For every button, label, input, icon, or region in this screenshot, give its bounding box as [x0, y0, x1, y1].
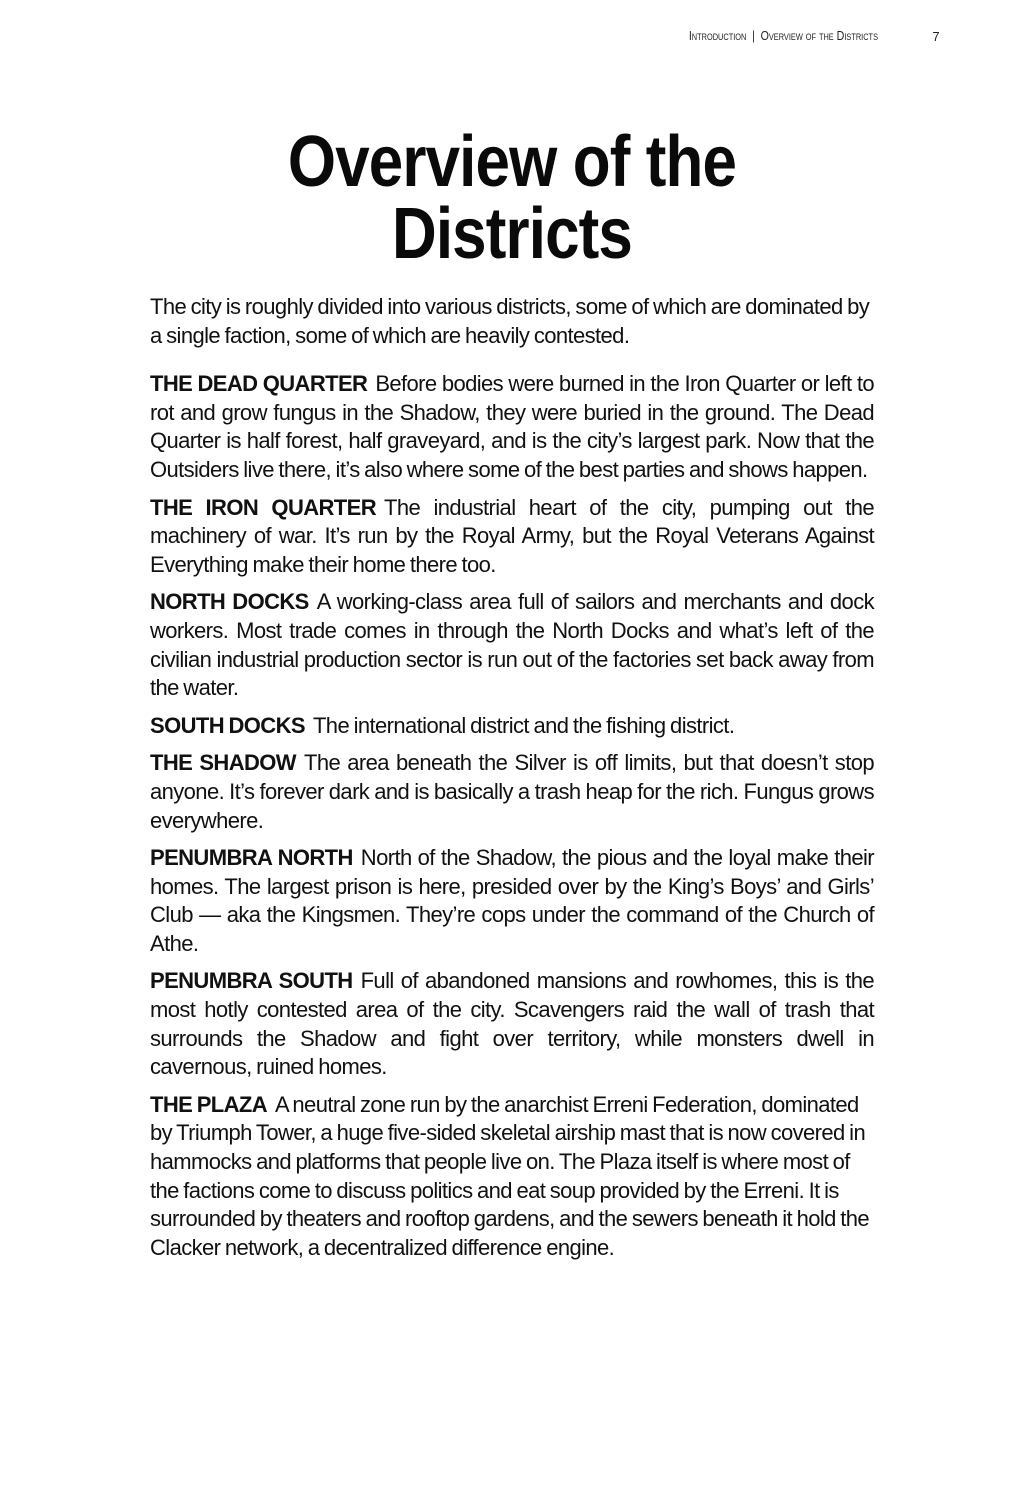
- district-entry-penumbra-north: [150, 844, 874, 958]
- intro-paragraph: The city is roughly divided into various districts, some of which are dominated by a single faction, some of which are heavily contested.: [150, 294, 870, 348]
- district-description: The international district and the fishing district.: [312, 712, 735, 738]
- page-title: Overview of the Districts: [287, 122, 737, 274]
- district-description: North of the Shadow, the pious and the loyal make their homes. The largest prison is here, presided over by the King’s Boys’ and Girls’ Club — aka the Kingsmen. They’re cops under the command of the Church of Athe.: [150, 845, 874, 956]
- district-entry-the-plaza: [150, 1091, 874, 1263]
- district-entry-iron-quarter: [150, 494, 874, 580]
- running-header: [617, 28, 878, 43]
- district-term: NORTH DOCKS: [150, 589, 309, 615]
- district-description: A neutral zone run by the anarchist Erreni Federation, dominated by Triumph Tower, a huge five-sided skeletal airship mast that is now covered in hammocks and platforms that people live on. The Plaza itself is where most of the factions come to discuss politics and eat soup provided by the Erreni. It is surrounded by theaters and rooftop gardens, and the sewers beneath it hold the Clacker network, a decentralized difference engine.: [150, 1091, 870, 1260]
- header-chapter: Overview of the Districts: [760, 28, 878, 43]
- district-entry-south-docks: [150, 712, 874, 741]
- district-entry-the-shadow: [150, 749, 874, 835]
- district-entry-north-docks: [150, 588, 874, 702]
- district-description: Before bodies were burned in the Iron Quarter or left to rot and grow fungus in the Shadow, they were buried in the ground. The Dead Quarter is half forest, half graveyard, and is the city’s largest park. Now that the Outsiders live there, it’s also where some of the best parties and shows happen.: [150, 371, 874, 482]
- district-description: The industrial heart of the city, pumping out the machinery of war. It’s run by the Royal Army, but the Royal Veterans Against Everything make their home there too.: [150, 494, 875, 577]
- district-entry-dead-quarter: [150, 370, 874, 484]
- header-section: Introduction: [688, 28, 747, 43]
- district-term: PENUMBRA NORTH: [150, 845, 353, 871]
- district-term: THE SHADOW: [150, 750, 296, 776]
- district-description: Full of abandoned mansions and rowhomes, this is the most hotly contested area of the city. Scavengers raid the wall of trash that surrounds the Shadow and fight over territory, while monsters dwell in cavernous, ruined homes.: [150, 968, 874, 1080]
- district-description: A working-class area full of sailors and merchants and dock workers. Most trade comes in through the North Docks and what’s left of the civilian industrial production sector is run out of the factories set back away from the water.: [150, 589, 874, 701]
- district-term: THE DEAD QUARTER: [150, 371, 368, 397]
- body-text: [150, 293, 874, 1271]
- district-term: THE PLAZA: [150, 1091, 268, 1117]
- district-description: The area beneath the Silver is off limits, but that doesn’t stop anyone. It’s forever dark and is basically a trash heap for the rich. Fungus grows everywhere.: [150, 750, 874, 833]
- district-term: THE IRON QUARTER: [150, 494, 377, 520]
- district-entry-penumbra-south: [150, 967, 874, 1081]
- district-term: PENUMBRA SOUTH: [150, 968, 353, 994]
- header-separator: |: [752, 28, 755, 43]
- page-number: 7: [932, 29, 940, 44]
- district-term: SOUTH DOCKS: [150, 712, 305, 738]
